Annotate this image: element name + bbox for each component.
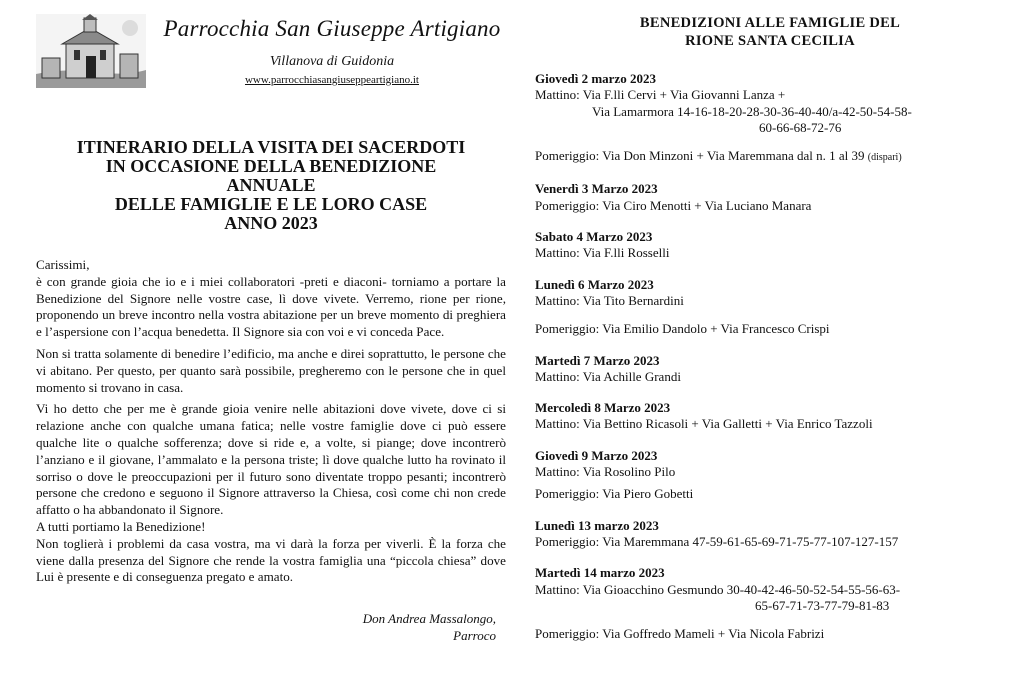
day-date: Giovedì 9 Marzo 2023 bbox=[535, 447, 658, 463]
schedule-day bbox=[535, 448, 1005, 503]
schedule-day bbox=[535, 181, 1005, 214]
schedule-line: Pomeriggio: Via Maremmana 47-59-61-65-69-71-75-77-107-127-157 bbox=[535, 533, 899, 549]
left-column bbox=[36, 10, 506, 644]
schedule-line: Mattino: Via F.lli Cervi + Via Giovanni Lanza + bbox=[535, 87, 786, 103]
parish-website-link[interactable]: www.parrocchiasangiuseppeartigiano.it bbox=[244, 74, 419, 86]
title-line: IN OCCASIONE DELLA BENEDIZIONE bbox=[105, 156, 437, 176]
title-line: ANNO 2023 bbox=[224, 213, 318, 233]
parish-town: Villanova di Guidonia bbox=[269, 54, 395, 69]
letter-paragraph: Vi ho detto che per me è grande gioia venire nelle abitazioni dove vivete, dove ci si relazione anche con qualche umana fatica; nelle vostre famiglie dove ci può essere qualche lite o qualche sofferenza; dove si ride e, a volte, si piange; dove incontrerò l’anziano e il giovane, l’ammalato e la persona triste; lì dove qualche lutto ha rovinato il sorriso o dove le preoccupazioni per il futuro sono diventate troppo pesanti; incontrerò persone che credono e seguono il Signore attraverso la Chiesa, così come chi non crede affatto o ha abbandonato il Signore. bbox=[36, 401, 506, 518]
schedule-title-line: BENEDIZIONI ALLE FAMIGLIE DEL bbox=[639, 15, 901, 31]
schedule-day bbox=[535, 277, 1005, 338]
day-date: Giovedì 2 marzo 2023 bbox=[535, 71, 656, 86]
schedule-line: Mattino: Via F.lli Rosselli bbox=[535, 245, 670, 261]
schedule-day bbox=[535, 71, 1005, 166]
schedule-line: Pomeriggio: Via Goffredo Mameli + Via Nicola Fabrizi bbox=[535, 626, 825, 642]
letter-paragraph: A tutti portiamo la Benedizione! bbox=[36, 518, 206, 534]
letter-greeting: Carissimi, bbox=[36, 257, 90, 272]
day-date: Lunedì 13 marzo 2023 bbox=[535, 517, 659, 533]
schedule-title bbox=[535, 14, 1005, 50]
signature-name: Don Andrea Massalongo, bbox=[362, 611, 496, 627]
day-date: Sabato 4 Marzo 2023 bbox=[535, 229, 653, 245]
schedule-line: Via Lamarmora 14-16-18-20-28-30-36-40-40/a-42-50-54-58- bbox=[592, 103, 912, 119]
schedule-title-line: RIONE SANTA CECILIA bbox=[685, 33, 855, 49]
schedule-line: 65-67-71-73-77-79-81-83 bbox=[755, 597, 890, 613]
day-date: Martedì 7 Marzo 2023 bbox=[535, 352, 660, 368]
signature bbox=[36, 610, 506, 644]
schedule-note: (dispari) bbox=[867, 152, 902, 164]
schedule-line-text: Pomeriggio: Via Don Minzoni + Via Maremmana dal n. 1 al 39 bbox=[535, 148, 865, 164]
schedule-day bbox=[535, 518, 1005, 551]
day-date: Venerdì 3 Marzo 2023 bbox=[535, 181, 658, 197]
signature-role: Parroco bbox=[453, 628, 496, 644]
parish-name: Parrocchia San Giuseppe Artigiano bbox=[163, 16, 501, 41]
day-date: Lunedì 6 Marzo 2023 bbox=[535, 276, 654, 292]
schedule-day bbox=[535, 565, 1005, 642]
schedule-line: Mattino: Via Bettino Ricasoli + Via Galletti + Via Enrico Tazzoli bbox=[535, 416, 873, 432]
letter-paragraph: Non toglierà i problemi da casa vostra, ma vi darà la forza per viverli. È la forza che viene dalla presenza del Signore che rende la vostra famiglia una “piccola chiesa” dove Lui è presente e di conseguenza pregato e amato. bbox=[36, 535, 506, 585]
day-date: Martedì 14 marzo 2023 bbox=[535, 565, 665, 581]
page-title bbox=[36, 138, 506, 233]
blessing-schedule bbox=[535, 71, 1005, 642]
title-line: DELLE FAMIGLIE E LE LORO CASE bbox=[114, 194, 428, 214]
church-icon bbox=[36, 14, 146, 88]
schedule-line: 60-66-68-72-76 bbox=[759, 119, 842, 135]
schedule-day bbox=[535, 229, 1005, 262]
parish-header bbox=[36, 10, 506, 92]
schedule-line: Mattino: Via Rosolino Pilo bbox=[535, 464, 676, 480]
schedule-line: Mattino: Via Achille Grandi bbox=[535, 368, 681, 384]
pastoral-letter bbox=[36, 257, 506, 586]
schedule-line: Pomeriggio: Via Piero Gobetti bbox=[535, 486, 694, 502]
schedule-day bbox=[535, 353, 1005, 386]
schedule-line: Pomeriggio: Via Emilio Dandolo + Via Francesco Crispi bbox=[535, 321, 830, 337]
schedule-line: Mattino: Via Gioacchino Gesmundo 30-40-42-46-50-52-54-55-56-63- bbox=[535, 581, 901, 597]
day-date: Mercoledì 8 Marzo 2023 bbox=[535, 400, 671, 416]
schedule-line: Mattino: Via Tito Bernardini bbox=[535, 292, 684, 308]
schedule-day bbox=[535, 400, 1005, 433]
title-line: ANNUALE bbox=[226, 175, 316, 195]
right-column bbox=[535, 14, 1005, 657]
letter-paragraph: Non si tratta solamente di benedire l’edificio, ma anche e direi soprattutto, le persone che vi abitano. Per questo, per quanto sarà possibile, pregheremo con le persone che in quel momento si trovano in casa. bbox=[36, 345, 506, 395]
letter-paragraph: è con grande gioia che io e i miei collaboratori -preti e diaconi- torniamo a portare la Benedizione del Signore nelle vostre case, lì dove vivete. Verremo, rione per rione, proponendo un breve incontro nella vostra abitazione per un breve momento di preghiera e l’aspersione con l’acqua benedetta. Il Signore sia con voi e vi conceda Pace. bbox=[36, 273, 506, 340]
schedule-line: Pomeriggio: Via Ciro Menotti + Via Luciano Manara bbox=[535, 197, 812, 213]
schedule-line bbox=[535, 148, 1005, 166]
title-line: ITINERARIO DELLA VISITA DEI SACERDOTI bbox=[76, 137, 466, 157]
